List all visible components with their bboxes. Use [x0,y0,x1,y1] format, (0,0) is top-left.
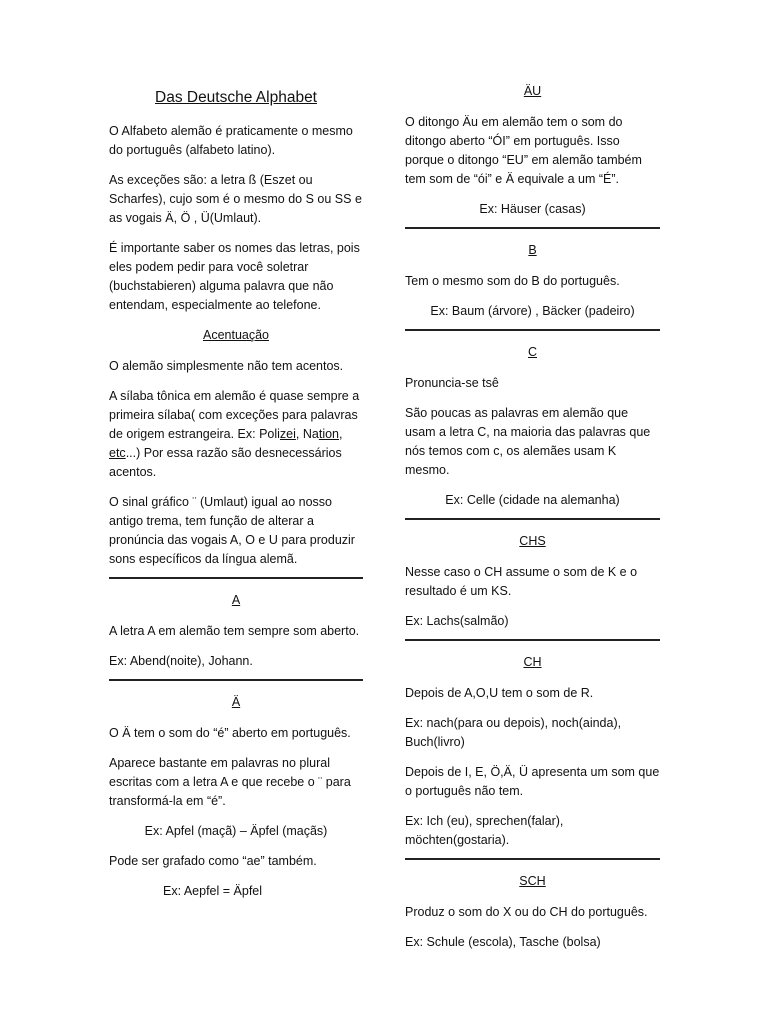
example-ch-2: Ex: Ich (eu), sprechen(falar), möchten(gostaria). [405,814,564,847]
paragraph-ch-after-aou: Depois de A,O,U tem o som de R. [405,686,594,700]
heading-chs: CHS [519,534,546,548]
heading-acentuacao: Acentuação [202,328,270,342]
paragraph-aeu-sound: O ditongo Äu em alemão tem o som do ditongo aberto “ÓI” em português. Isso porque o ditongo “EU” em alemão também tem som de “ói” e Ä equivale a um “É”. [405,115,642,186]
paragraph-ae-plural: Aparece bastante em palavras no plural escritas com a letra A e que recebe o ¨ para transformá-la em “é”. [109,756,351,808]
example-aeu: Ex: Häuser (casas) [479,202,586,216]
example-sch: Ex: Schule (escola), Tasche (bolsa) [405,935,601,949]
divider [405,329,660,331]
heading-b: B [528,243,537,257]
stress-text-etc: etc [109,446,126,460]
divider [405,227,660,229]
divider [405,518,660,520]
paragraph-ae-spelling: Pode ser grafado como “ae” também. [109,854,317,868]
paragraph-b-sound: Tem o mesmo som do B do português. [405,274,620,288]
paragraph-umlaut: O sinal gráfico ¨ (Umlaut) igual ao nosso antigo trema, tem função de alterar a pronúncia das vogais A, O e U para produzir sons específicos da língua alemã. [109,495,355,566]
example-chs: Ex: Lachs(salmão) [405,614,509,628]
example-ae: Ex: Apfel (maçã) – Äpfel (maçãs) [144,824,328,838]
heading-sch: SCH [519,874,546,888]
right-column [405,82,660,963]
example-ae-spelling: Ex: Aepfel = Äpfel [163,884,263,898]
paragraph-chs-sound: Nesse caso o CH assume o som de K e o resultado é um KS. [405,565,638,598]
paragraph-ae-sound: O Ä tem o som do “é” aberto em português. [109,726,351,740]
divider [405,639,660,641]
paragraph-sch-sound: Produz o som do X ou do CH do português. [405,905,648,919]
stress-text-b: , Na [295,427,319,441]
divider [109,577,363,579]
left-column [109,82,363,912]
paragraph-exceptions: As exceções são: a letra ß (Eszet ou Scharfes), cujo som é o mesmo do S ou SS e as vogais Ä, Ö , Ü(Umlaut). [109,173,362,225]
page-title: Das Deutsche Alphabet [155,89,317,106]
paragraph-a-sound: A letra A em alemão tem sempre som aberto. [109,624,360,638]
paragraph-ch-after-ie: Depois de I, E, Ö,Ä, Ü apresenta um som que o português não tem. [405,765,660,798]
example-c: Ex: Celle (cidade na alemanha) [445,493,620,507]
stress-text-tion: tion [318,427,339,441]
example-ch-1: Ex: nach(para ou depois), noch(ainda), Buch(livro) [405,716,622,749]
paragraph-letter-names: É importante saber os nomes das letras, pois eles podem pedir para você soletrar (buchstabieren) alguma palavra que não entendam, especialmente ao telefone. [109,241,360,312]
heading-ch: CH [523,655,542,669]
paragraph-c-usage: São poucas as palavras em alemão que usam a letra C, na maioria das palavras que nós temos com c, os alemães usam K mesmo. [405,406,651,477]
paragraph-stressed-syllable [109,387,363,482]
example-a: Ex: Abend(noite), Johann. [109,654,253,668]
heading-ae: Ä [231,695,241,709]
paragraph-alphabet-intro: O Alfabeto alemão é praticamente o mesmo do português (alfabeto latino). [109,124,353,157]
paragraph-no-accents: O alemão simplesmente não tem acentos. [109,359,344,373]
stress-text-zei: zei [279,427,296,441]
paragraph-c-pronunciation: Pronuncia-se tsê [405,376,499,390]
divider [109,679,363,681]
heading-aeu: ÄU [523,84,542,98]
stress-text-d: ...) Por essa razão são desnecessários acentos. [109,446,342,479]
heading-c: C [527,345,538,359]
stress-text-a: A sílaba tônica em alemão é quase sempre a primeira sílaba( com exceções para palavras de origem estrangeira. Ex: Poli [109,389,360,441]
example-b: Ex: Baum (árvore) , Bäcker (padeiro) [430,304,635,318]
divider [405,858,660,860]
heading-a: A [231,593,241,607]
stress-text-c: , [339,427,343,441]
